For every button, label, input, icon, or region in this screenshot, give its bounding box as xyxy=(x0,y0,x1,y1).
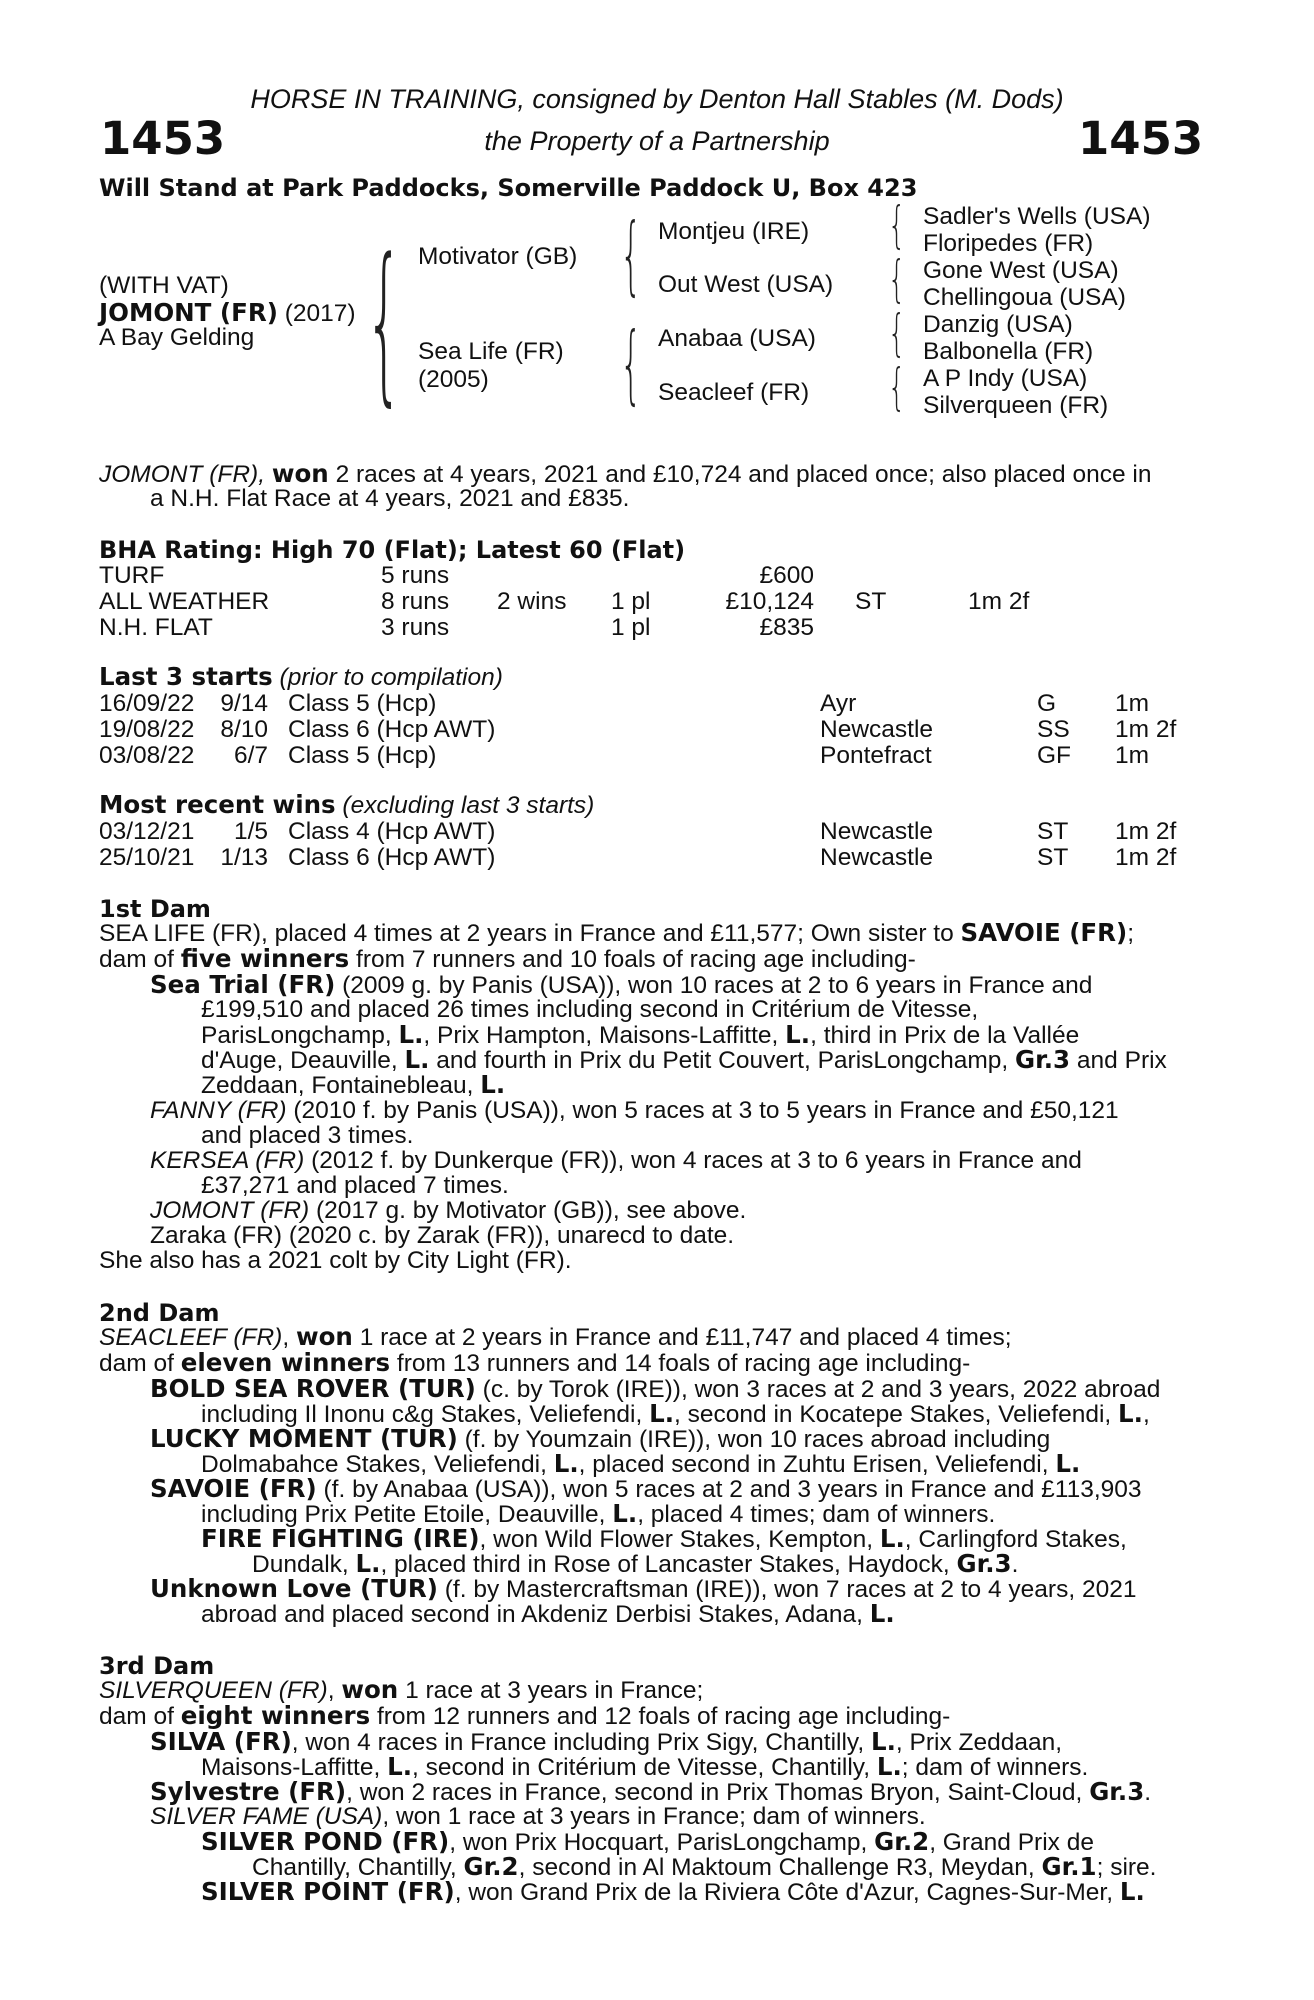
progeny-sea-trial-l5: Zeddaan, Fontainebleau, L. xyxy=(201,1070,506,1099)
recent-wins-title: Most recent wins (excluding last 3 starts) xyxy=(99,790,595,819)
stand-line: Will Stand at Park Paddocks, Somerville Paddock U, Box 423 xyxy=(99,174,918,202)
brace-gen3-2: { xyxy=(888,250,906,308)
horse-year: (2017) xyxy=(277,300,356,327)
progeny-jomont: JOMONT (FR) (2017 g. by Motivator (GB)), see above. xyxy=(150,1197,747,1224)
third-dam-intro: SILVERQUEEN (FR), won 1 race at 3 years in France; xyxy=(99,1675,704,1704)
ggp-8: Silverqueen (FR) xyxy=(923,392,1109,419)
consignor-line: HORSE IN TRAINING, consigned by Denton Hall Stables (M. Dods) xyxy=(250,84,1064,114)
progeny-sea-trial-l2: £199,510 and placed 26 times including second in Critérium de Vitesse, xyxy=(201,996,979,1023)
progeny-kersea-l2: £37,271 and placed 7 times. xyxy=(201,1172,509,1199)
dam-year: (2005) xyxy=(418,366,489,393)
progeny-savoie-l2: including Prix Petite Etoile, Deauville, L., placed 4 times; dam of winners. xyxy=(201,1499,996,1528)
progeny-sea-trial-l3: ParisLongchamp, L., Prix Hampton, Maisons-Laffitte, L., third in Prix de la Vallée xyxy=(201,1020,1080,1049)
dam-dam: Seacleef (FR) xyxy=(658,379,810,406)
lot-number-right: 1453 xyxy=(1078,112,1204,165)
progeny-silver-pond-l2: Chantilly, Chantilly, Gr.2, second in Al Maktoum Challenge R3, Meydan, Gr.1; sire. xyxy=(252,1852,1157,1881)
brace-gen3-1: { xyxy=(888,196,906,254)
brace-gen2-sire: { xyxy=(620,205,642,305)
dam-sire: Anabaa (USA) xyxy=(658,325,816,352)
brace-gen1: { xyxy=(365,221,404,422)
progeny-unknown-love-l2: abroad and placed second in Akdeniz Derbisi Stakes, Adana, L. xyxy=(201,1599,895,1628)
ggp-3: Gone West (USA) xyxy=(923,257,1119,284)
ggp-2: Floripedes (FR) xyxy=(923,230,1094,257)
sire-dam: Out West (USA) xyxy=(658,271,834,298)
progeny-sea-trial-l4: d'Auge, Deauville, L. and fourth in Prix du Petit Couvert, ParisLongchamp, Gr.3 and Prix xyxy=(201,1045,1167,1074)
brace-gen2-dam: { xyxy=(620,314,642,414)
vat-note: (WITH VAT) xyxy=(99,272,229,299)
dam: Sea Life (FR) xyxy=(418,338,564,365)
horse-name: JOMONT (FR) xyxy=(99,298,278,327)
ggp-4: Chellingoua (USA) xyxy=(923,284,1126,311)
summary-line-2: a N.H. Flat Race at 4 years, 2021 and £835. xyxy=(150,485,630,512)
progeny-sea-trial: Sea Trial (FR) (2009 g. by Panis (USA)), won 10 races at 2 to 6 years in France and xyxy=(150,970,1093,999)
bha-rating-title: BHA Rating: High 70 (Flat); Latest 60 (Flat) xyxy=(99,536,686,564)
progeny-lucky-moment: LUCKY MOMENT (TUR) (f. by Youmzain (IRE)), won 10 races abroad including xyxy=(150,1424,1051,1453)
progeny-zaraka: Zaraka (FR) (2020 c. by Zarak (FR)), unarecd to date. xyxy=(150,1222,735,1249)
sire: Motivator (GB) xyxy=(418,243,578,270)
progeny-silver-pond: SILVER POND (FR), won Prix Hocquart, ParisLongchamp, Gr.2, Grand Prix de xyxy=(201,1827,1094,1856)
progeny-lucky-moment-l2: Dolmabahce Stakes, Veliefendi, L., placed second in Zuhtu Erisen, Veliefendi, L. xyxy=(201,1449,1081,1478)
sire-sire: Montjeu (IRE) xyxy=(658,218,810,245)
progeny-fanny-l2: and placed 3 times. xyxy=(201,1122,414,1149)
ggp-5: Danzig (USA) xyxy=(923,311,1073,338)
progeny-fire-fighting: FIRE FIGHTING (IRE), won Wild Flower Stakes, Kempton, L., Carlingford Stakes, xyxy=(201,1524,1127,1553)
brace-gen3-4: { xyxy=(888,358,906,416)
progeny-silver-point: SILVER POINT (FR), won Grand Prix de la Riviera Côte d'Azur, Cagnes-Sur-Mer, L. xyxy=(201,1877,1145,1906)
first-dam-intro: SEA LIFE (FR), placed 4 times at 2 years in France and £11,577; Own sister to SAVOIE (FR); xyxy=(99,918,1135,947)
summary-line-1: JOMONT (FR), won 2 races at 4 years, 2021 and £10,724 and placed once; also placed once in xyxy=(99,459,1152,488)
third-dam-title: 3rd Dam xyxy=(99,1652,215,1680)
horse-description: A Bay Gelding xyxy=(99,324,255,351)
second-dam-intro: SEACLEEF (FR), won 1 race at 2 years in France and £11,747 and placed 4 times; xyxy=(99,1322,1012,1351)
second-dam-produce-line: dam of eleven winners from 13 runners and 14 foals of racing age including- xyxy=(99,1348,971,1377)
ggp-7: A P Indy (USA) xyxy=(923,365,1088,392)
progeny-bold-sea-rover: BOLD SEA ROVER (TUR) (c. by Torok (IRE)), won 3 races at 2 and 3 years, 2022 abroad xyxy=(150,1374,1161,1403)
progeny-silva: SILVA (FR), won 4 races in France including Prix Sigy, Chantilly, L., Prix Zeddaan, xyxy=(150,1727,1063,1756)
progeny-fanny: FANNY (FR) (2010 f. by Panis (USA)), won 5 races at 3 to 5 years in France and £50,121 xyxy=(150,1097,1119,1124)
progeny-kersea: KERSEA (FR) (2012 f. by Dunkerque (FR)), won 4 races at 3 to 6 years in France and xyxy=(150,1147,1082,1174)
first-dam-produce-line: dam of five winners from 7 runners and 10 foals of racing age including- xyxy=(99,944,916,973)
progeny-silva-l2: Maisons-Laffitte, L., second in Critérium de Vitesse, Chantilly, L.; dam of winners. xyxy=(201,1752,1089,1781)
progeny-savoie: SAVOIE (FR) (f. by Anabaa (USA)), won 5 races at 2 and 3 years in France and £113,903 xyxy=(150,1474,1142,1503)
property-line: the Property of a Partnership xyxy=(484,126,830,156)
third-dam-produce-line: dam of eight winners from 12 runners and 12 foals of racing age including- xyxy=(99,1701,951,1730)
progeny-fire-fighting-l2: Dundalk, L., placed third in Rose of Lancaster Stakes, Haydock, Gr.3. xyxy=(252,1549,1019,1578)
progeny-colt: She also has a 2021 colt by City Light (FR). xyxy=(99,1247,572,1274)
lot-number-left: 1453 xyxy=(100,112,226,165)
second-dam-title: 2nd Dam xyxy=(99,1299,220,1327)
progeny-unknown-love: Unknown Love (TUR) (f. by Mastercraftsman (IRE)), won 7 races at 2 to 4 years, 2021 xyxy=(150,1574,1137,1603)
progeny-bold-sea-rover-l2: including Il Inonu c&g Stakes, Veliefendi, L., second in Kocatepe Stakes, Veliefendi, L., xyxy=(201,1399,1150,1428)
progeny-sylvestre: Sylvestre (FR), won 2 races in France, second in Prix Thomas Bryon, Saint-Cloud, Gr.3. xyxy=(150,1777,1152,1806)
brace-gen3-3: { xyxy=(888,304,906,362)
first-dam-title: 1st Dam xyxy=(99,895,211,923)
ggp-6: Balbonella (FR) xyxy=(923,338,1094,365)
last-starts-title: Last 3 starts (prior to compilation) xyxy=(99,662,503,691)
catalogue-page: 1453 1453 HORSE IN TRAINING, consigned by Denton Hall Stables (M. Dods) the Property of a Partnership Will Stand at Park Paddocks, Somerville Paddock U, Box 423 (WITH VAT) JOMONT (FR) (2017) A Bay Gelding { Motivator (GB) Sea Life (FR) (2005) { { Montjeu (IRE) Out West (USA) Anabaa (USA) Seacleef (FR) { { { { Sadler's Wells (USA) Floripedes (FR) Gone West (USA) Chellingoua (USA) Danzig (USA) Balbonella (FR) A P Indy (USA) Silverqueen (FR) JOMONT (FR), won 2 races at 4 years, 2021 and £10,724 and placed once; also placed once in a N.H. Flat Race at 4 years, 2021 and £835. BHA Rating: High 70 (Flat); Latest 60 (Flat) TURF 5 runs £600 ALL WEATHER 8 runs 2 wins 1 pl £10,124 ST 1m 2f N.H. FLAT 3 runs 1 pl £835 Last 3 starts (prior to compilation) 16/09/22 9/14 Class 5 (Hcp) Ayr G 1m 19/08/22 8/10 Class 6 (Hcp AWT) Newcastle SS 1m 2f 03/08/22 6/7 Class 5 (Hcp) Pontefract GF 1m Most recent wins (excluding last 3 starts) 03/12/21 1/5 Class 4 (Hcp AWT) Newcastle ST 1m 2f 25/10/21 1/13 Class 6 (Hcp AWT) Newcastle ST 1m 2f 1st Dam SEA LIFE (FR), placed 4 times at 2 years in France and £11,577; Own sister to SAVOIE (FR); dam of five winners from 7 runners and 10 foals of racing age including- Sea Trial (FR) (2009 g. by Panis (USA)), won 10 races at 2 to 6 years in France and £199,510 and placed 26 times including second in Critérium de Vitesse, ParisLongchamp, L., Prix Hampton, Maisons-Laffitte, L., third in Prix de la Vallée d'Auge, Deauville, L. and fourth in Prix du Petit Couvert, ParisLongchamp, Gr.3 and Prix Zeddaan, Fontainebleau, L. FANNY (FR) (2010 f. by Panis (USA)), won 5 races at 3 to 5 years in France and £50,121 and placed 3 times. KERSEA (FR) (2012 f. by Dunkerque (FR)), won 4 races at 3 to 6 years in France and £37,271 and placed 7 times. JOMONT (FR) (2017 g. by Motivator (GB)), see above. Zaraka (FR) (2020 c. by Zarak (FR)), unarecd to date. She also has a 2021 colt by City Light (FR). 2nd Dam SEACLEEF (FR), won 1 race at 2 years in France and £11,747 and placed 4 times; dam of eleven winners from 13 runners and 14 foals of racing age including- BOLD SEA ROVER (TUR) (c. by Torok (IRE)), won 3 races at 2 and 3 years, 2022 abroad including Il Inonu c&g Stakes, Veliefendi, L., second in Kocatepe Stakes, Veliefendi, L., LUCKY MOMENT (TUR) (f. by Youmzain (IRE)), won 10 races abroad including Dolmabahce Stakes, Veliefendi, L., placed second in Zuhtu Erisen, Veliefendi, L. SAVOIE (FR) (f. by Anabaa (USA)), won 5 races at 2 and 3 years in France and £113,903 including Prix Petite Etoile, Deauville, L., placed 4 times; dam of winners. FIRE FIGHTING (IRE), won Wild Flower Stakes, Kempton, L., Carlingford Stakes, Dundalk, L., placed third in Rose of Lancaster Stakes, Haydock, Gr.3. Unknown Love (TUR) (f. by Mastercraftsman (IRE)), won 7 races at 2 to 4 years, 2021 abroad and placed second in Akdeniz Derbisi Stakes, Adana, L. 3rd Dam SILVERQUEEN (FR), won 1 race at 3 years in France; dam of eight winners from 12 runners and 12 foals of racing age including- SILVA (FR), won 4 races in France including Prix Sigy, Chantilly, L., Prix Zeddaan, Maisons-Laffitte, L., second in Critérium de Vitesse, Chantilly, L.; dam of winners. Sylvestre (FR), won 2 races in France, second in Prix Thomas Bryon, Saint-Cloud, Gr.3. SILVER FAME (USA), won 1 race at 3 years in France; dam of winners. SILVER POND (FR), won Prix Hocquart, ParisLongchamp, Gr.2, Grand Prix de Chantilly, Chantilly, Gr.2, second in Al Maktoum Challenge R3, Meydan, Gr.1; sire. SILVER POINT (FR), won Grand Prix de la Riviera Côte d'Azur, Cagnes-Sur-Mer, L. xyxy=(0,0,1314,2000)
progeny-silver-fame: SILVER FAME (USA), won 1 race at 3 years in France; dam of winners. xyxy=(150,1803,926,1830)
ggp-1: Sadler's Wells (USA) xyxy=(923,203,1151,230)
